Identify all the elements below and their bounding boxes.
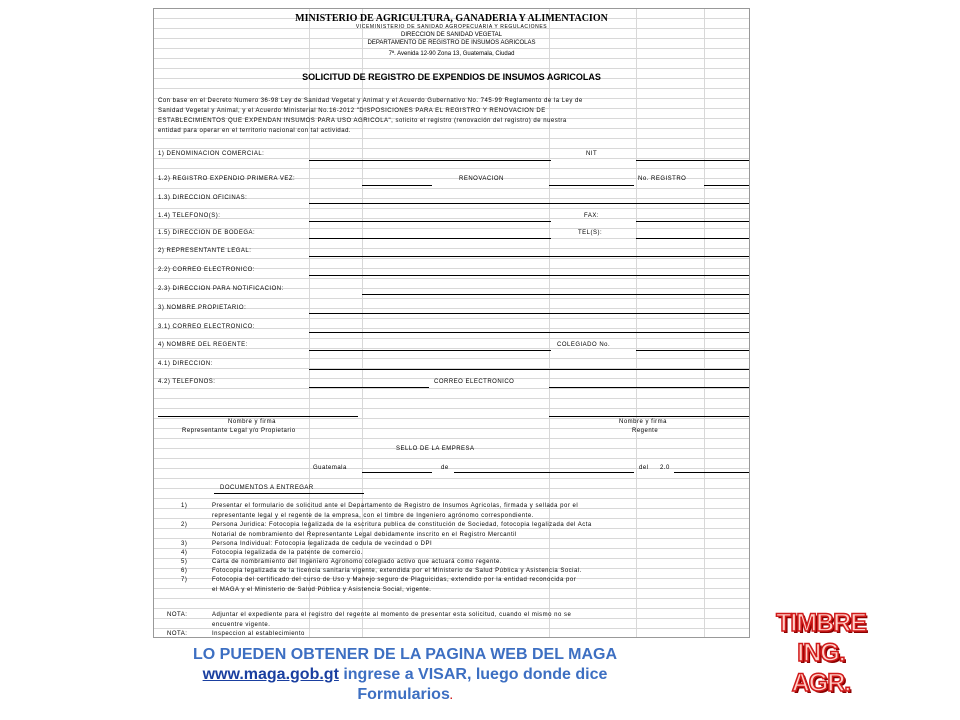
instructions-dot: . bbox=[449, 691, 453, 702]
field-no-registro[interactable] bbox=[704, 185, 749, 186]
label-correo-representante: 2.2) CORREO ELECTRONICO: bbox=[158, 267, 256, 273]
stamp-line: ING. bbox=[797, 639, 845, 667]
viceministry-line: VICEMINISTERIO DE SANIDAD AGROPECUARIA Y REGULACIONES bbox=[355, 24, 548, 30]
note-text: Inspeccion al establecimiento bbox=[212, 631, 305, 637]
field-tel-regente[interactable] bbox=[309, 387, 429, 388]
doc-num: 1) bbox=[181, 503, 188, 509]
label-tels: TEL(S): bbox=[578, 230, 603, 236]
signature-name-left: Nombre y firma bbox=[228, 419, 277, 425]
field-regente[interactable] bbox=[309, 350, 551, 351]
doc-text: el MAGA y el Ministerio de Salud Pública y Asistencia Social, vigente. bbox=[212, 587, 432, 593]
documents-heading-underline bbox=[214, 493, 364, 494]
label-telefonos: 1.4) TELEFONO(S): bbox=[158, 213, 221, 219]
intro-line: Con base en el Decreto Numero 36-98 Ley de Sanidad Vegetal y Animal y el Acuerdo Gubernativo No. 745-99 Reglamento de la Ley de bbox=[158, 98, 583, 104]
field-nit[interactable] bbox=[636, 160, 749, 161]
documents-heading: DOCUMENTOS A ENTREGAR bbox=[220, 485, 314, 491]
field-dir-notificacion[interactable] bbox=[362, 294, 749, 295]
doc-text: Persona Individual: Fotocopia legalizada de cedula de vecindad o DPI bbox=[212, 541, 433, 547]
field-direccion-oficinas[interactable] bbox=[309, 203, 749, 204]
label-registro-primera-vez: 1.2) REGISTRO EXPENDIO PRIMERA VEZ: bbox=[158, 176, 296, 182]
label-direccion-oficinas: 1.3) DIRECCION OFICINAS: bbox=[158, 195, 248, 201]
doc-text: Carta de nombramiento del Ingeniero Agronomo colegiado activo que actuará como regente. bbox=[212, 559, 502, 565]
signature-role-right: Regente bbox=[632, 428, 659, 434]
field-primera-vez[interactable] bbox=[362, 185, 432, 186]
field-correo-regente[interactable] bbox=[549, 387, 749, 388]
intro-line: Sanidad Vegetal y Animal, y el Acuerdo Ministerial No.16-2012 "DISPOSICIONES PARA EL REGISTRO Y RENOVACION DE bbox=[158, 108, 546, 114]
field-date-year[interactable] bbox=[674, 472, 749, 473]
date-year: 2.0 bbox=[660, 465, 670, 471]
date-de: de bbox=[441, 465, 449, 471]
field-direccion-bodega[interactable] bbox=[309, 238, 551, 239]
address-line: 7ª. Avenida 12-90 Zona 13, Guatemala, Ciudad bbox=[388, 51, 515, 57]
label-colegiado: COLEGIADO No. bbox=[557, 342, 611, 348]
doc-text: Fotocopia del certificado del curso de Uso y Manejo seguro de Plaguicidas, extendido por la entidad reconocida por bbox=[212, 577, 577, 583]
label-no-registro: No. REGISTRO bbox=[638, 176, 687, 182]
doc-text: Fotocopia legalizada de la licencia sanitaria vigente, extendida por el Ministerio de Salud Pública y Asistencia Social. bbox=[212, 568, 582, 574]
grid-line bbox=[636, 9, 637, 637]
field-denominacion[interactable] bbox=[309, 160, 551, 161]
direction-line: DIRECCION DE SANIDAD VEGETAL bbox=[401, 32, 502, 38]
field-colegiado[interactable] bbox=[636, 350, 749, 351]
field-correo-representante[interactable] bbox=[309, 275, 749, 276]
signature-line-regente[interactable] bbox=[549, 416, 749, 417]
note-label: NOTA: bbox=[167, 612, 188, 618]
field-telefonos[interactable] bbox=[309, 221, 551, 222]
field-representante[interactable] bbox=[309, 256, 749, 257]
ministry-title: MINISTERIO DE AGRICULTURA, GANADERIA Y ALIMENTACION bbox=[295, 13, 608, 24]
signature-name-right: Nombre y firma bbox=[619, 419, 668, 425]
note-text: Adjuntar el expediente para el registro del regente al momento de presentar esta solicitud, cuando el mismo no se bbox=[212, 612, 572, 618]
doc-text: Notarial de nombramiento del Representante Legal debidamente inscrito en el Registro Mercantil bbox=[212, 532, 517, 538]
doc-text: Persona Juridica: Fotocopia legalizada de la escritura publica de constitución de Sociedad, fotocopia legalizada del Acta bbox=[212, 522, 592, 528]
note-text: encuentre vigente. bbox=[212, 622, 271, 628]
field-tels[interactable] bbox=[636, 238, 749, 239]
doc-num: 4) bbox=[181, 550, 188, 556]
intro-line: ESTABLECIMIENTOS QUE EXPENDAN INSUMOS PARA USO AGRICOLA", solicito el registro (renovación del registro) de nuestra bbox=[158, 118, 567, 124]
label-propietario: 3) NOMBRE PROPIETARIO: bbox=[158, 305, 247, 311]
field-date-month[interactable] bbox=[454, 472, 634, 473]
label-dir-notificacion: 2.3) DIRECCION PARA NOTIFICACION: bbox=[158, 286, 284, 292]
label-fax: FAX: bbox=[584, 213, 600, 219]
label-regente: 4) NOMBRE DEL REGENTE: bbox=[158, 342, 248, 348]
form-title: SOLICITUD DE REGISTRO DE EXPENDIOS DE INSUMOS AGRICOLAS bbox=[302, 72, 601, 82]
label-correo-propietario: 3.1) CORREO ELECTRONICO: bbox=[158, 324, 256, 330]
company-seal-label: SELLO DE LA EMPRESA bbox=[396, 446, 475, 452]
date-city: Guatemala bbox=[313, 465, 347, 471]
label-denominacion: 1) DENOMINACION COMERCIAL: bbox=[158, 151, 265, 157]
download-instructions bbox=[110, 645, 700, 707]
instructions-line-3 bbox=[110, 685, 700, 707]
doc-num: 5) bbox=[181, 559, 188, 565]
instructions-line-2-text: ingrese a VISAR, luego donde dice bbox=[338, 666, 608, 683]
date-del: del bbox=[639, 465, 649, 471]
signature-line-representante[interactable] bbox=[158, 416, 358, 417]
doc-num: 2) bbox=[181, 522, 188, 528]
instructions-line-3-text: Formularios bbox=[357, 686, 450, 703]
field-correo-propietario[interactable] bbox=[309, 332, 749, 333]
doc-num: 6) bbox=[181, 568, 188, 574]
department-line: DEPARTAMENTO DE REGISTRO DE INSUMOS AGRICOLAS bbox=[367, 40, 536, 46]
label-correo-regente: CORREO ELECTRONICO bbox=[434, 379, 515, 385]
doc-text: representante legal y el regente de la empresa, con el timbre de Ingeniero agrónomo correspondiente. bbox=[212, 513, 534, 519]
registration-form bbox=[153, 8, 750, 638]
field-date-day[interactable] bbox=[362, 472, 432, 473]
instructions-line-1: LO PUEDEN OBTENER DE LA PAGINA WEB DEL MAGA bbox=[192, 646, 617, 663]
timbre-stamp bbox=[775, 608, 867, 698]
signature-role-left: Representante Legal y/o Propietario bbox=[182, 428, 296, 434]
label-direccion-bodega: 1.5) DIRECCION DE BODEGA: bbox=[158, 230, 256, 236]
note-label: NOTA: bbox=[167, 631, 188, 637]
field-dir-regente[interactable] bbox=[309, 369, 749, 370]
field-fax[interactable] bbox=[636, 221, 749, 222]
intro-line: entidad para operar en el territorio nacional con tal actividad. bbox=[158, 128, 352, 134]
doc-text: Fotocopia legalizada de la patente de comercio. bbox=[212, 550, 363, 556]
stamp-line: TIMBRE bbox=[776, 609, 866, 637]
instructions-line-2 bbox=[110, 665, 700, 685]
label-representante: 2) REPRESENTANTE LEGAL: bbox=[158, 248, 252, 254]
label-tel-regente: 4.2) TELEFONOS: bbox=[158, 379, 216, 385]
field-renovacion[interactable] bbox=[549, 185, 634, 186]
grid-line bbox=[704, 9, 705, 637]
doc-num: 7) bbox=[181, 577, 188, 583]
label-dir-regente: 4.1) DIRECCION: bbox=[158, 361, 213, 367]
maga-website-link[interactable]: www.maga.gob.gt bbox=[202, 666, 339, 683]
field-propietario[interactable] bbox=[309, 313, 749, 314]
doc-text: Presentar el formulario de solicitud ante el Departamento de Registro de Insumos Agricolas, firmada y sellada por el bbox=[212, 503, 579, 509]
label-nit: NIT bbox=[586, 151, 598, 157]
label-renovacion: RENOVACION bbox=[459, 176, 504, 182]
doc-num: 3) bbox=[181, 541, 188, 547]
stamp-line: AGR. bbox=[791, 669, 851, 697]
